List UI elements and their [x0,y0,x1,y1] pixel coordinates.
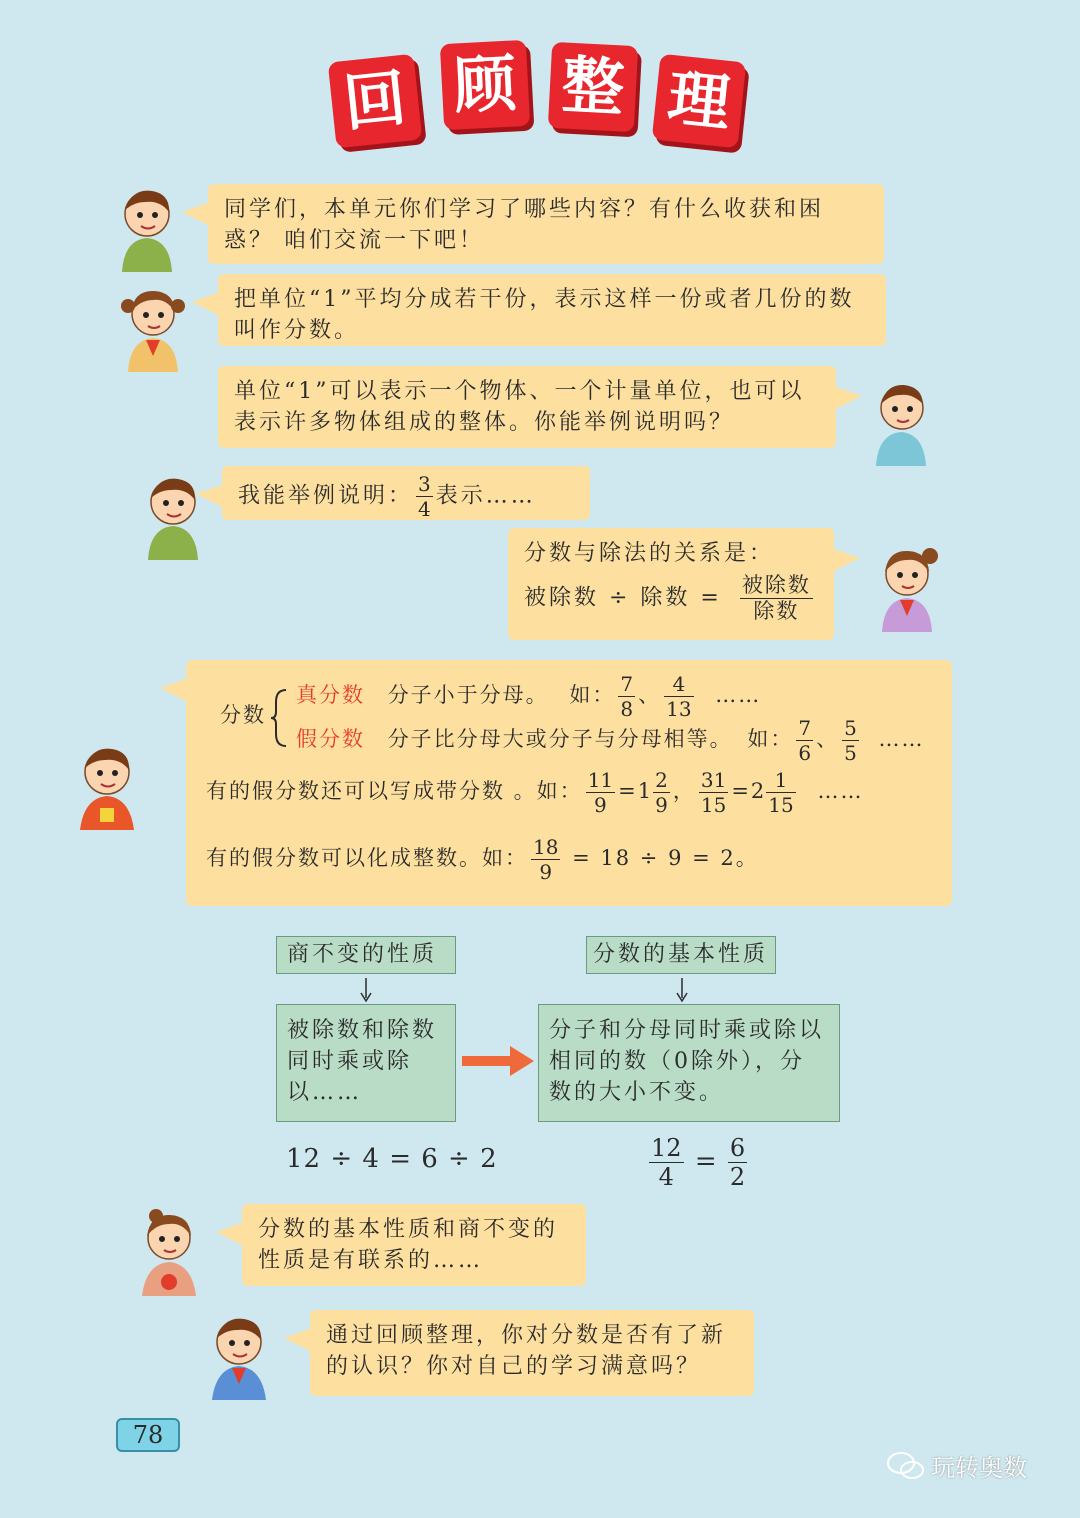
fraction-summary [186,660,952,906]
whole-part: 1 [637,779,654,803]
equals: = [618,779,638,803]
speech-bubble-connection [242,1204,586,1286]
wechat-icon [886,1449,926,1483]
fraction: $\frac{5}{5}$ [844,716,857,765]
equals: = [731,779,751,803]
fraction: $\frac{6}{2}$ [729,1134,746,1191]
down-arrow-icon [358,976,374,1004]
speech-bubble-definition [218,274,886,346]
girl-avatar [872,542,942,632]
boy-avatar [204,1310,274,1400]
title-char-4: 理 [652,54,747,149]
division-left: 被除数 ÷ 除数 = [524,585,722,611]
improper-desc: 分子比分母大或分子与分母相等。 [387,727,733,751]
boy-avatar [866,376,936,466]
boy-avatar [72,740,142,830]
bubble-title: 分数与除法的关系是： [524,541,775,566]
example-label: 如： [747,727,794,751]
fraction: $\frac{18}{9}$ [533,835,559,884]
fraction-three-quarters: $\frac{3}{4}$ [418,472,431,521]
proper-fraction-row [296,674,761,719]
quotient-example: 12 ÷ 4 = 6 ÷ 2 [286,1144,498,1174]
mixed-text: 有的假分数还可以写成带分数 。如： [206,779,583,803]
fraction: $\frac{1}{15}$ [768,768,794,817]
proper-label: 真分数 [296,683,365,707]
comma: ， [672,779,696,803]
fraction-example [646,1136,750,1189]
ellipsis: …… [878,727,925,751]
watermark-text: 玩转奥数 [931,1454,1028,1482]
quotient-property-header: 商不变的性质 [276,936,456,974]
brace-icon [270,688,290,748]
separator: 、 [816,727,840,751]
title-char-1: 回 [328,54,423,149]
right-arrow-icon [462,1046,534,1076]
fraction: $\frac{31}{15}$ [700,768,727,817]
speech-bubble-intro [208,184,884,264]
ellipsis: …… [715,683,762,707]
whole-part: 2 [750,779,767,803]
boy-avatar [112,182,182,272]
down-arrow-icon [674,976,690,1004]
page-title [0,30,1080,140]
fraction: $\frac{11}{9}$ [587,768,614,817]
fraction-property-box: 分子和分母同时乘或除以相同的数（0除外），分数的大小不变。 [538,1004,840,1122]
integer-row [206,837,932,882]
speech-bubble-reflection [310,1310,754,1396]
fraction: $\frac{2}{9}$ [655,768,668,817]
speech-bubble-example [222,466,590,520]
fraction-label: 分数 [220,703,266,727]
bubble-text: 通过回顾整理，你对分数是否有了新的认识？你对自己的学习满意吗？ [326,1323,727,1379]
bubble-text: 分数的基本性质和商不变的性质是有联系的…… [258,1217,559,1273]
bubble-text: 表示…… [435,483,536,509]
page-number: 78 [116,1418,180,1452]
example-label: 如： [569,683,616,707]
improper-fraction-row [296,718,925,763]
title-char-2: 顾 [440,40,530,130]
mixed-number-row [206,770,932,815]
bubble-text: 单位“1”可以表示一个物体、一个计量单位，也可以表示许多物体组成的整体。你能举例说明吗？ [234,379,805,435]
quotient-property-box: 被除数和除数同时乘或除以…… [276,1004,456,1122]
fraction: $\frac{7}{8}$ [620,672,634,721]
bubble-text: 同学们，本单元你们学习了哪些内容？有什么收获和困惑？ 咱们交流一下吧！ [224,197,825,253]
watermark [886,1448,1066,1488]
fraction-property-header: 分数的基本性质 [586,936,776,974]
title-char-3: 整 [548,42,638,132]
bubble-text: 我能举例说明： [238,483,414,509]
equals: = [694,1146,717,1177]
fraction: $\frac{4}{13}$ [666,672,692,721]
bubble-text: 把单位“1”平均分成若干份，表示这样一份或者几份的数叫作分数。 [234,287,855,343]
fraction: $\frac{7}{6}$ [798,716,812,765]
integer-text: 有的假分数可以化成整数。如： [206,846,528,870]
speech-bubble-unit-one [218,366,836,448]
girl-avatar [134,1206,204,1296]
separator: 、 [638,683,662,707]
integer-result: = 18 ÷ 9 = 2。 [572,846,759,870]
speech-bubble-division [508,528,834,640]
proper-desc: 分子小于分母。 [387,683,549,707]
ellipsis: …… [817,779,864,803]
fraction-dividend-divisor: $\frac{\text{被除数}}{\text{除数}}$ [741,573,811,623]
girl-avatar [118,282,188,372]
fraction: $\frac{12}{4}$ [651,1134,682,1191]
improper-label: 假分数 [296,727,365,751]
